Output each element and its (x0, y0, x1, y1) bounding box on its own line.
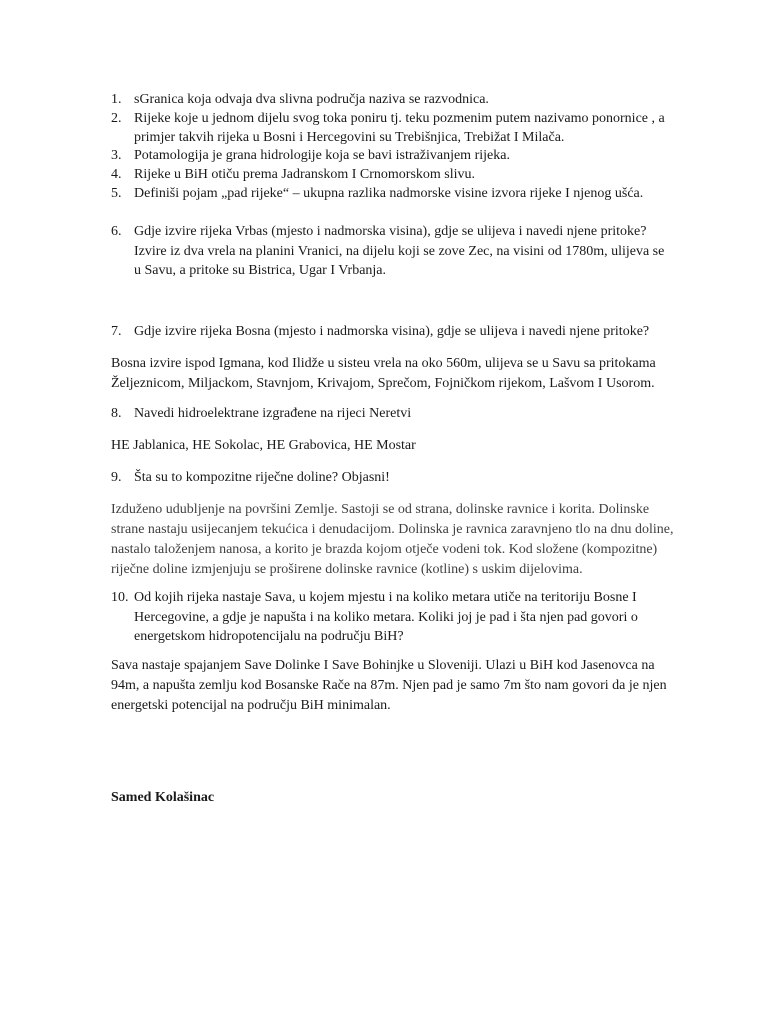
list-item-3 (111, 147, 671, 166)
list-item-number: 3. (111, 148, 122, 163)
question-text: Gdje izvire rijeka Bosna (mjesto i nadmorska visina), gdje se ulijeva i navedi njene pritoke? (134, 324, 650, 339)
question-6 (111, 222, 671, 281)
question-8 (111, 405, 671, 424)
list-item-text: Potamologija je grana hidrologije koja se bavi istraživanjem rijeka. (134, 148, 510, 163)
question-text: Od kojih rijeka nastaje Sava, u kojem mjestu i na koliko metara utiče na teritoriju Bosne I Hercegovine, a gdje je napušta i na koliko metara. Koliki joj je pad i šta njen pad govori o energetskom hidropotencijalu na području BiH? (134, 590, 638, 644)
question-text: Šta su to kompozitne riječne doline? Objasni! (134, 470, 390, 485)
question-text: Gdje izvire rijeka Vrbas (mjesto i nadmorska visina), gdje se ulijeva i navedi njene pritoke? (134, 224, 647, 239)
answer-text: Izvire iz dva vrela na planini Vranici, na dijelu koji se zove Zec, na visini od 1780m, ulijeva se u Savu, a pritoke su Bistrica, Ugar I Vrbanja. (134, 243, 665, 278)
question-7 (111, 323, 671, 342)
list-item-2 (111, 110, 671, 147)
question-number: 6. (111, 224, 122, 239)
list-item-number: 4. (111, 167, 122, 182)
answer-7: Bosna izvire ispod Igmana, kod Ilidže u sisteu vrela na oko 560m, ulijeva se u Savu sa pritokama Željeznicom, Miljackom, Stavnjom, Krivajom, Sprečom, Fojničkom rijekom, Lašvom I Usorom. (111, 356, 656, 391)
list-item-text: Rijeke u BiH otiču prema Jadranskom I Crnomorskom slivu. (134, 167, 476, 182)
list-item-number: 5. (111, 186, 122, 201)
list-item-1 (111, 91, 671, 110)
list-item-5 (111, 185, 671, 204)
list-item-text: Rijeke koje u jednom dijelu svog toka poniru tj. teku pozmenim putem nazivamo ponornice , a primjer takvih rijeka u Bosni i Hercegovini su Trebišnjica, Trebižat I Milača. (134, 111, 665, 145)
question-10 (111, 588, 671, 647)
question-text: Navedi hidroelektrane izgrađene na rijeci Neretvi (134, 406, 412, 421)
list-item-text: sGranica koja odvaja dva slivna područja naziva se razvodnica. (134, 92, 489, 107)
answer-10: Sava nastaje spajanjem Save Dolinke I Save Bohinjke u Sloveniji. Ulazi u BiH kod Jasenovca na 94m, a napušta zemlju kod Bosanske Rače na 87m. Njen pad je samo 7m što nam govori da je njen energetski potencijal na području BiH minimalan. (111, 658, 667, 713)
author-signature: Samed Kolašinac (111, 790, 215, 805)
answer-9: Izduženo udubljenje na površini Zemlje. Sastoji se od strana, dolinske ravnice i korita. Dolinske strane nastaju usijecanjem tekućica i denudacijom. Dolinska je ravnica zaravnjeno tlo na dnu doline, nastalo taloženjem nanosa, a korito je brazda kojom otječe vodeni tok. Kod složene (kompozitne) riječne doline izmjenjuju se proširene dolinske ravnice (kotline) s uskim dijelovima. (111, 502, 674, 577)
question-number: 7. (111, 324, 122, 339)
question-number: 10. (111, 590, 129, 605)
answer-8: HE Jablanica, HE Sokolac, HE Grabovica, HE Mostar (111, 438, 416, 453)
question-9 (111, 469, 671, 488)
list-item-number: 2. (111, 111, 122, 126)
list-item-text: Definiši pojam „pad rijeke“ – ukupna razlika nadmorske visine izvora rijeke I njenog ušća. (134, 186, 644, 201)
question-number: 9. (111, 470, 122, 485)
question-number: 8. (111, 406, 122, 421)
list-item-number: 1. (111, 92, 122, 107)
list-item-4 (111, 166, 671, 185)
